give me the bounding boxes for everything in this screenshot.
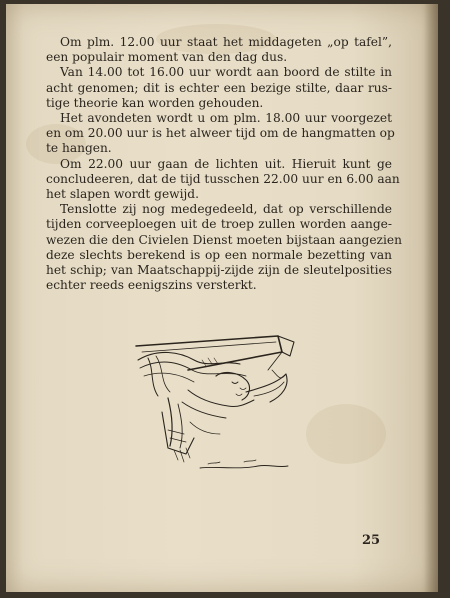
paragraph-stilte <box>46 65 392 111</box>
text-line: een populair moment van den dag dus. <box>46 50 288 65</box>
body-text <box>46 35 402 293</box>
text-line: te hangen. <box>46 141 112 156</box>
paper-stain <box>306 404 386 464</box>
text-line: tige theorie kan worden gehouden. <box>46 95 264 110</box>
text-line: wezen die den Civielen Dienst moeten bijstaan aangezien <box>46 232 402 247</box>
text-line: Van 14.00 tot 16.00 uur wordt aan boord de stilte in <box>60 65 392 80</box>
page-number: 25 <box>362 533 381 548</box>
paragraph-middageten <box>46 35 392 65</box>
text-line: echter reeds eenigszins versterkt. <box>46 278 257 293</box>
text-line: concludeeren, dat de tijd tusschen 22.00 uur en 6.00 aan <box>46 171 400 186</box>
text-line: deze slechts berekend is op een normale bezetting van <box>46 247 392 262</box>
text-line: het schip; van Maatschappij-zijde zijn de sleutelposities <box>46 263 392 278</box>
paragraph-corvee <box>46 202 402 293</box>
text-line: acht genomen; dit is echter een bezige stilte, daar rus- <box>46 80 392 95</box>
paragraph-avondeten <box>46 111 395 157</box>
text-line: Om 22.00 uur gaan de lichten uit. Hieruit kunt ge <box>60 156 392 171</box>
text-line: tijden corveeploegen uit de troep zullen worden aange- <box>46 217 392 232</box>
paragraph-lichten <box>46 156 400 203</box>
text-line: Tenslotte zij nog medegedeeld, dat op verschillende <box>60 202 392 217</box>
text-line: Het avondeten wordt u om plm. 18.00 uur voorgezet <box>60 111 392 126</box>
text-line: Om plm. 12.00 uur staat het middageten „op tafel”, <box>60 35 392 49</box>
text-line: het slapen wordt gewijd. <box>46 187 199 202</box>
page-gutter-shadow <box>424 4 438 592</box>
text-line: en om 20.00 uur is het alweer tijd om de hangmatten op <box>46 126 395 141</box>
ship-figurehead-sketch-icon <box>128 330 300 480</box>
